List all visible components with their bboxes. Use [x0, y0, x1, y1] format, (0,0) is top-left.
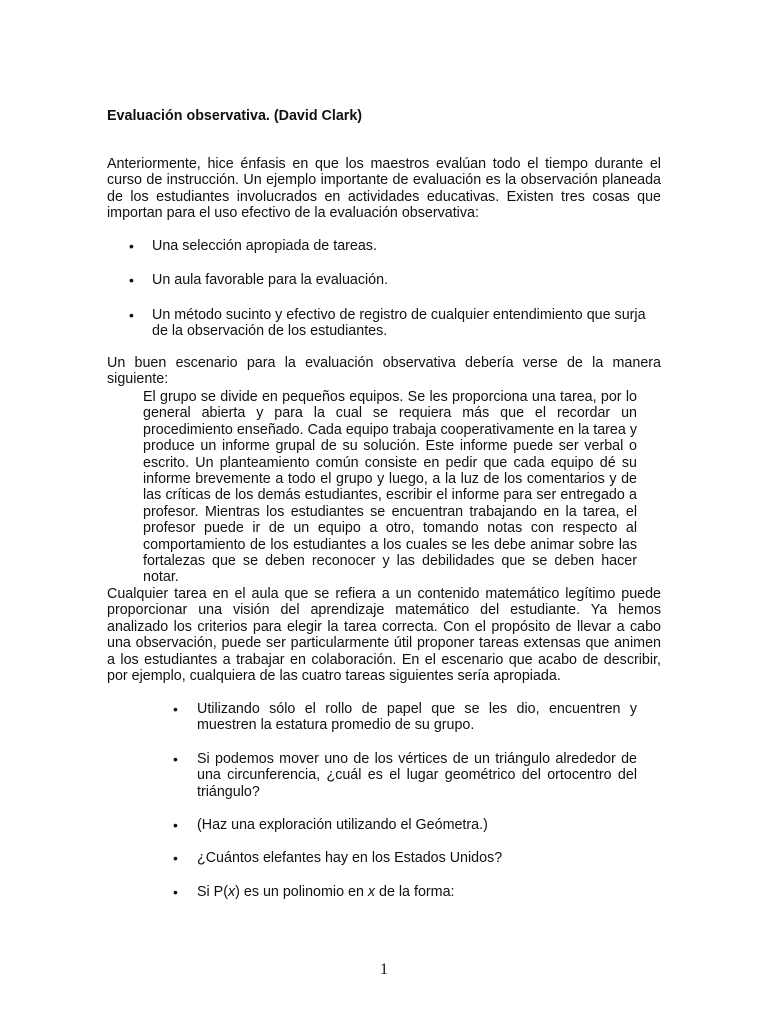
- list-item-text: (Haz una exploración utilizando el Geómetra.): [197, 817, 488, 834]
- text-fragment: de la forma:: [375, 883, 455, 900]
- bullet-list-tasks: [143, 701, 637, 917]
- bullet-list-requirements: [107, 238, 661, 358]
- list-item: [143, 850, 637, 866]
- list-item: [143, 884, 637, 900]
- bullet-icon: •: [129, 306, 134, 323]
- bullet-icon: •: [173, 750, 178, 767]
- bullet-icon: •: [129, 272, 134, 289]
- paragraph-intro: Anteriormente, hice énfasis en que los maestros evalúan todo el tiempo durante el curso de instrucción. Un ejemplo importante de evaluación es la observación planeada de los estudiantes involucrados en actividades educativas. Existen tres cosas que importan para el uso efectivo de la evaluación observativa:: [107, 156, 661, 222]
- paragraph-scenario-intro: Un buen escenario para la evaluación observativa debería verse de la manera siguiente:: [107, 355, 661, 388]
- list-item-text: Utilizando sólo el rollo de papel que se les dio, encuentren y muestren la estatura promedio de su grupo.: [197, 701, 637, 734]
- list-item-text: Un método sucinto y efectivo de registro de cualquier entendimiento que surja de la observación de los estudiantes.: [152, 306, 646, 340]
- paragraph-tasks-intro: Cualquier tarea en el aula que se refiera a un contenido matemático legítimo puede proporcionar una visión del aprendizaje matemático del estudiante. Ya hemos analizado los criterios para elegir la tarea correcta. Con el propósito de llevar a cabo una observación, puede ser particularmente útil proponer tareas extensas que animen a los estudiantes a trabajar en colaboración. En el escenario que acabo de describir, por ejemplo, cualquiera de las cuatro tareas siguientes sería apropiada.: [107, 586, 661, 685]
- list-item-text: Una selección apropiada de tareas.: [152, 238, 377, 254]
- list-item: [143, 817, 637, 833]
- list-item: [107, 238, 661, 254]
- math-variable: x: [227, 883, 236, 900]
- bullet-icon: •: [173, 850, 178, 867]
- list-item: [143, 751, 637, 800]
- bullet-icon: •: [173, 701, 178, 717]
- list-item: [143, 701, 637, 734]
- list-item-text: Un aula favorable para la evaluación.: [152, 272, 389, 289]
- text-fragment: Si P(: [197, 883, 228, 900]
- list-item: [107, 272, 661, 288]
- bullet-icon: •: [129, 238, 134, 254]
- page-number: 1: [380, 961, 388, 978]
- document-title: Evaluación observativa. (David Clark): [107, 108, 363, 124]
- bullet-icon: •: [173, 883, 178, 900]
- list-item-text: ¿Cuántos elefantes hay en los Estados Unidos?: [197, 850, 503, 867]
- block-quote-scenario: El grupo se divide en pequeños equipos. Se les proporciona una tarea, por lo general abierta y para la cual se requiera más que el recordar un procedimiento enseñado. Cada equipo trabaja cooperativamente en la tarea y produce un informe grupal de su solución. Este informe puede ser verbal o escrito. Un planteamiento común consiste en pedir que cada equipo dé su informe brevemente a todo el grupo y luego, a la luz de los comentarios y de las críticas de los demás estudiantes, escribir el informe para ser entregado a profesor. Mientras los estudiantes se encuentran trabajando en la tarea, el profesor puede ir de un equipo a otro, tomando notas con respecto al comportamiento de los estudiantes a los cuales se les debe animar sobre las fortalezas que se deben reconocer y las debilidades que se deben hacer notar.: [143, 389, 637, 586]
- text-fragment: ) es un polinomio en: [235, 883, 368, 900]
- bullet-icon: •: [173, 817, 178, 834]
- list-item-text: Si podemos mover uno de los vértices de un triángulo alrededor de una circunferencia, ¿cuál es el lugar geométrico del ortocentro del triángulo?: [197, 750, 637, 800]
- math-variable: x: [367, 883, 376, 900]
- list-item-text: [197, 884, 455, 900]
- list-item: [107, 307, 661, 340]
